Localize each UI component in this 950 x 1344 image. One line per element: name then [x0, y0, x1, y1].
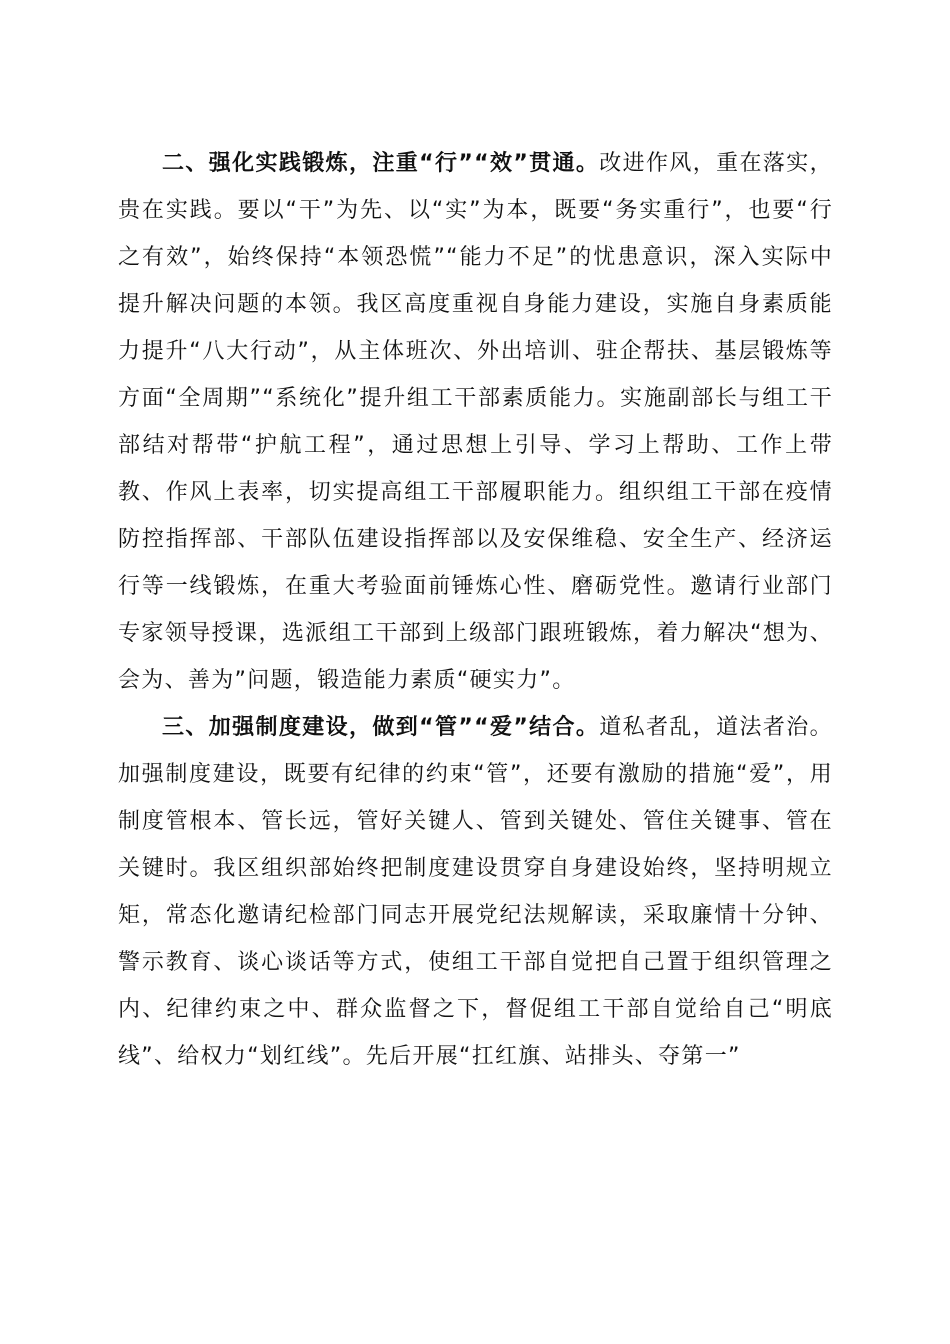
paragraph-institution — [118, 704, 833, 1080]
document-body — [118, 140, 833, 1080]
paragraph-heading: 二、强化实践锻炼，注重“行”“效”贯通。 — [162, 151, 600, 176]
paragraph-practice — [118, 140, 833, 704]
paragraph-text: 改进作风，重在落实，贵在实践。要以“干”为先、以“实”为本，既要“务实重行”，也要“行之有效”，始终保持“本领恐慌”“能力不足”的忧患意识，深入实际中提升解决问题的本领。我区高度重视自身能力建设，实施自身素质能力提升“八大行动”，从主体班次、外出培训、驻企帮扶、基层锻炼等方面“全周期”“系统化”提升组工干部素质能力。实施副部长与组工干部结对帮带“护航工程”，通过思想上引导、学习上帮助、工作上带教、作风上表率，切实提高组工干部履职能力。组织组工干部在疫情防控指挥部、干部队伍建设指挥部以及安保维稳、安全生产、经济运行等一线锻炼，在重大考验面前锤炼心性、磨砺党性。邀请行业部门专家领导授课，选派组工干部到上级部门跟班锻炼，着力解决“想为、会为、善为”问题，锻造能力素质“硬实力”。 — [118, 151, 833, 693]
paragraph-heading: 三、加强制度建设，做到“管”“爱”结合。 — [162, 715, 600, 740]
paragraph-text: 道私者乱，道法者治。加强制度建设，既要有纪律的约束“管”，还要有激励的措施“爱”，用制度管根本、管长远，管好关键人、管到关键处、管住关键事、管在关键时。我区组织部始终把制度建设贯穿自身建设始终，坚持明规立矩，常态化邀请纪检部门同志开展党纪法规解读，采取廉情十分钟、警示教育、谈心谈话等方式，使组工干部自觉把自己置于组织管理之内、纪律约束之中、群众监督之下，督促组工干部自觉给自己“明底线”、给权力“划红线”。先后开展“扛红旗、站排头、夺第一” — [118, 715, 833, 1069]
